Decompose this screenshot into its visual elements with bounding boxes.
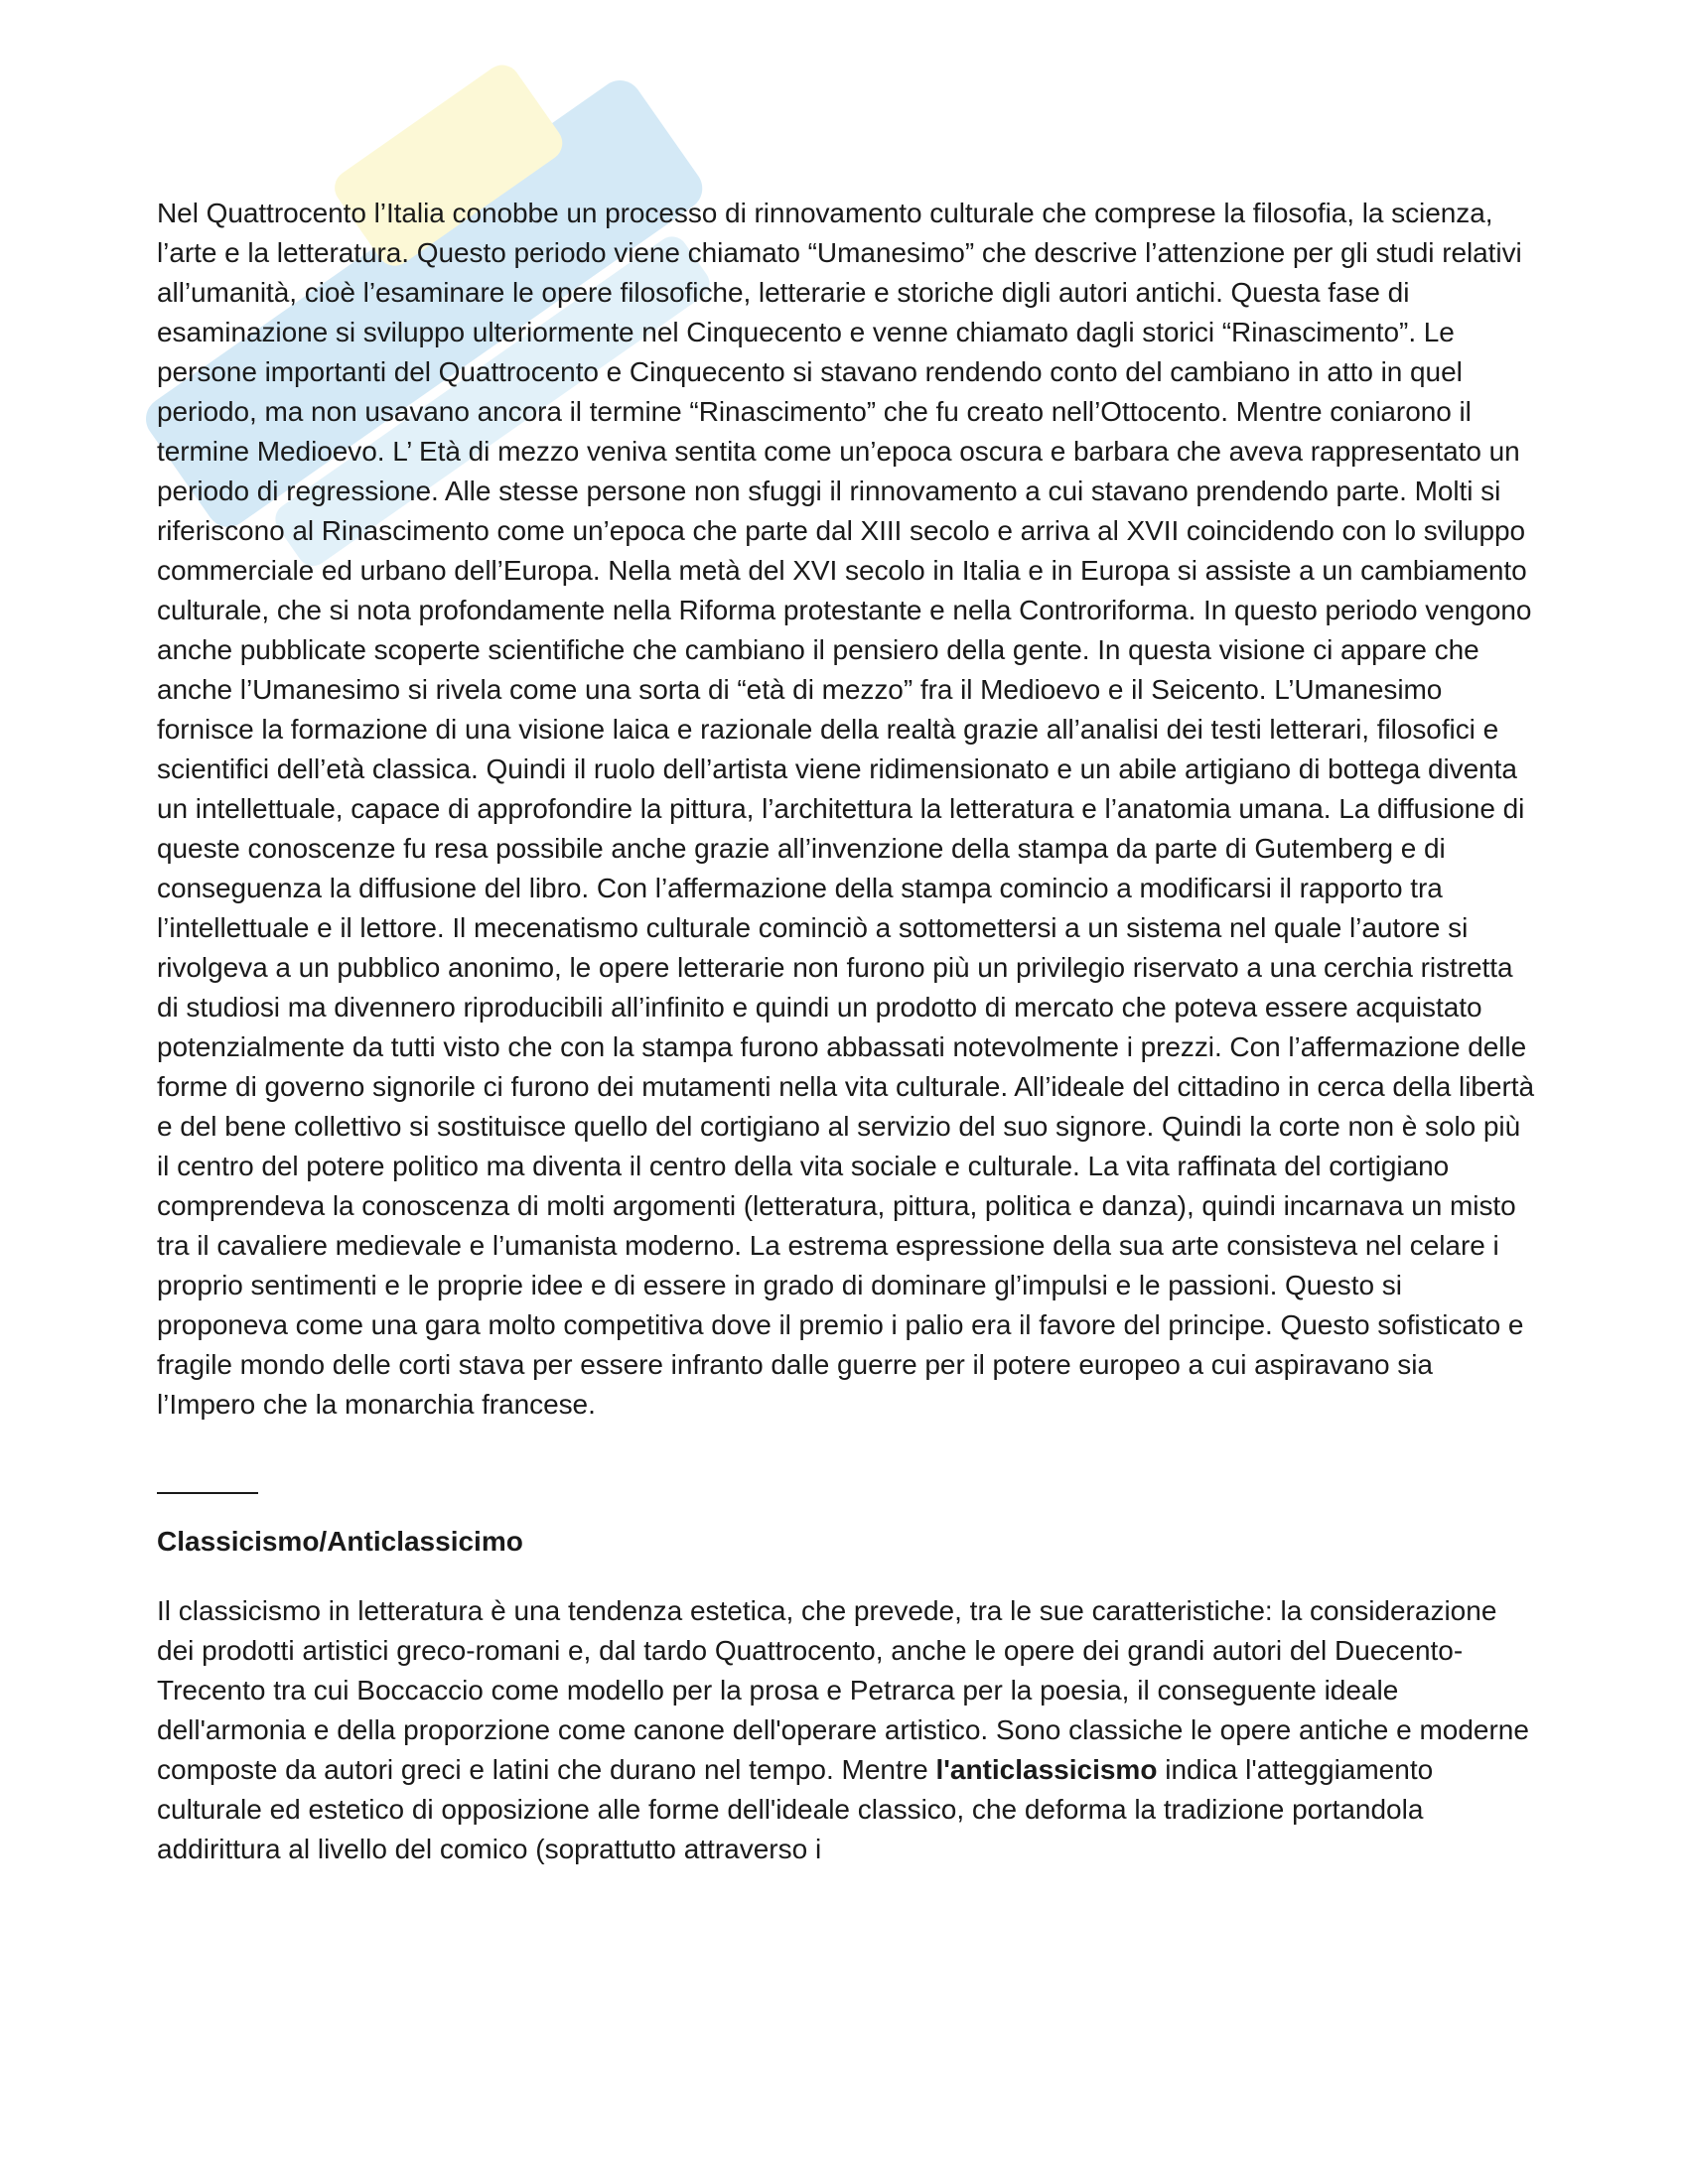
intro-paragraph: Nel Quattrocento l’Italia conobbe un processo di rinnovamento culturale che comprese la filosofia, la scienza, l’arte e la letteratura. Questo periodo viene chiamato “Umanesimo” che descrive l’attenzione per gli studi relativi all’umanità, cioè l’esaminare le opere filosofiche, letterarie e storiche digli autori antichi. Questa fase di esaminazione si sviluppo ulteriormente nel Cinquecento e venne chiamato dagli storici “Rinascimento”. Le persone importanti del Quattrocento e Cinquecento si stavano rendendo conto del cambiano in atto in quel periodo, ma non usavano ancora il termine “Rinascimento” che fu creato nell’Ottocento. Mentre coniarono il termine Medioevo. L’ Età di mezzo veniva sentita come un’epoca oscura e barbara che aveva rappresentato un periodo di regressione. Alle stesse persone non sfuggi il rinnovamento a cui stavano prendendo parte. Molti si riferiscono al Rinascimento come un’epoca che parte dal XIII secolo e arriva al XVII coincidendo con lo sviluppo commerciale ed urbano dell’Europa. Nella metà del XVI secolo in Italia e in Europa si assiste a un cambiamento culturale, che si nota profondamente nella Riforma protestante e nella Controriforma. In questo periodo vengono anche pubblicate scoperte scientifiche che cambiano il pensiero della gente. In questa visione ci appare che anche l’Umanesimo si rivela come una sorta di “età di mezzo” fra il Medioevo e il Seicento. L’Umanesimo fornisce la formazione di una visione laica e razionale della realtà grazie all’analisi dei testi letterari, filosofici e scientifici dell’età classica. Quindi il ruolo dell’artista viene ridimensionato e un abile artigiano di bottega diventa un intellettuale, capace di approfondire la pittura, l’architettura la letteratura e l’anatomia umana. La diffusione di queste conoscenze fu resa possibile anche grazie all’invenzione della stampa da parte di Gutemberg e di conseguenza la diffusione del libro. Con l’affermazione della stampa comincio a modificarsi il rapporto tra l’intellettuale e il lettore. Il mecenatismo culturale cominciò a sottomettersi a un sistema nel quale l’autore si rivolgeva a un pubblico anonimo, le opere letterarie non furono più un privilegio riservato a una cerchia ristretta di studiosi ma divennero riproducibili all’infinito e quindi un prodotto di mercato che poteva essere acquistato potenzialmente da tutti visto che con la stampa furono abbassati notevolmente i prezzi. Con l’affermazione delle forme di governo signorile ci furono dei mutamenti nella vita culturale. All’ideale del cittadino in cerca della libertà e del bene collettivo si sostituisce quello del cortigiano al servizio del suo signore. Quindi la corte non è solo più il centro del potere politico ma diventa il centro della vita sociale e culturale. La vita raffinata del cortigiano comprendeva la conoscenza di molti argomenti (letteratura, pittura, politica e danza), quindi incarnava un misto tra il cavaliere medievale e l’umanista moderno. La estrema espressione della sua arte consisteva nel celare i proprio sentimenti e le proprie idee e di essere in grado di dominare gl’impulsi e le passioni. Questo si proponeva come una gara molto competitiva dove il premio i palio era il favore del principe. Questo sofisticato e fragile mondo delle corti stava per essere infranto dalle guerre per il potere europeo a cui aspiravano sia l’Impero che la monarchia francese. [157, 198, 1534, 1420]
classicism-paragraph [157, 1591, 1537, 1869]
document-body [157, 194, 1537, 1869]
classicism-text-start: Il classicismo in letteratura è una tendenza estetica, che prevede, tra le sue caratteristiche: la considerazione dei prodotti artistici greco-romani e, dal tardo Quattrocento, anche le opere dei grandi autori del Duecento-Trecento tra cui Boccaccio come modello per la prosa e Petrarca per la poesia, il conseguente ideale dell'armonia e della proporzione come canone dell'operare artistico. Sono classiche le opere antiche e moderne composte da autori greci e latini che durano nel tempo. Mentre [157, 1595, 1529, 1785]
classicism-text-end: indica l'atteggiamento culturale ed estetico di opposizione alle forme dell'ideale classico, che deforma la tradizione portandola addirittura al livello del comico (soprattutto attraverso i [157, 1754, 1434, 1864]
anticlassicism-term: l'anticlassicismo [935, 1754, 1158, 1785]
section-heading: Classicismo/Anticlassicimo [157, 1526, 523, 1557]
section-divider [157, 1492, 258, 1494]
